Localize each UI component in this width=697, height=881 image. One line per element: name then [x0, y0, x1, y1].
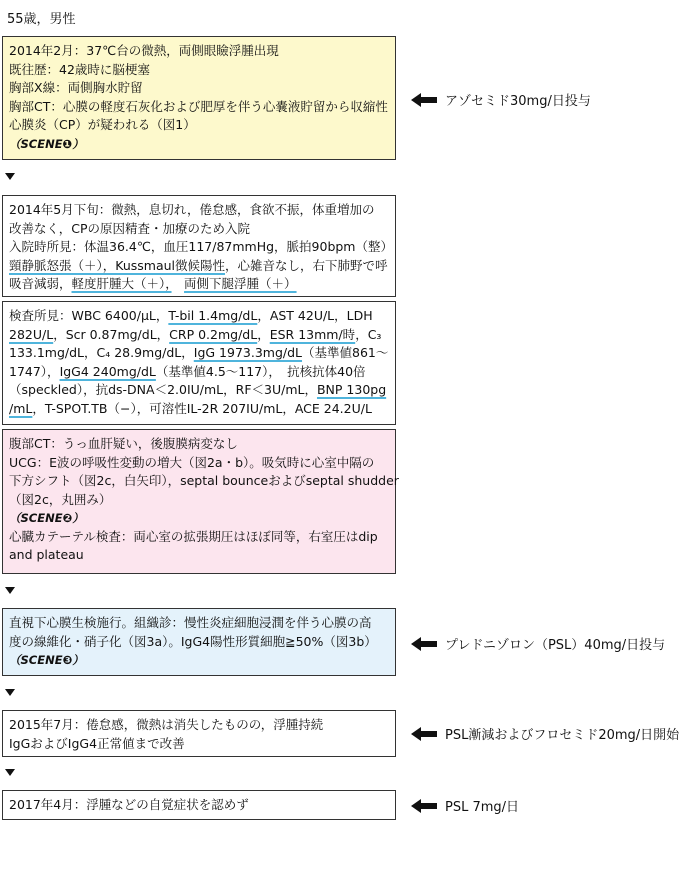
- box-line: 2017年4月：浮腫などの自覚症状を認めず: [9, 797, 249, 812]
- finding-underlined: 軽度肝腫大（＋），: [71, 276, 172, 291]
- biopsy-box: [2, 608, 396, 676]
- lab-text: 1747），: [9, 363, 60, 379]
- box-line: 2015年7月：倦怠感，微熱は消失したものの，浮腫持続: [9, 717, 324, 732]
- scene-marker-1: （SCENE❶）: [9, 136, 84, 151]
- lab-text: （基準値861〜: [302, 345, 389, 360]
- box-line: and plateau: [9, 547, 84, 562]
- treatment-azosemide: [411, 90, 591, 109]
- box-line: [9, 326, 389, 345]
- finding-text: 吸音減弱，: [9, 276, 72, 291]
- lab-text: ，AST 42U/L，LDH: [257, 308, 373, 323]
- timeline-box-may-2014: [2, 195, 396, 297]
- lab-abnormal: CRP 0.2mg/dL: [169, 326, 258, 342]
- box-line: 直視下心膜生検施行。組織診：慢性炎症細胞浸潤を伴う心膜の高: [9, 615, 372, 630]
- box-line: 改善なく，CPの原因精査・加療のため入院: [9, 220, 251, 236]
- left-arrow-icon: [411, 799, 437, 813]
- treatment-label: PSL 7mg/日: [445, 800, 520, 815]
- lab-text: （基準値4.5〜117）， 抗核抗体40倍: [155, 363, 366, 379]
- box-line: UCG：E波の呼吸性変動の増大（図2a・b）。吸気時に心室中隔の: [9, 454, 375, 470]
- treatment-label: プレドニゾロン（PSL）40mg/日投与: [445, 638, 666, 653]
- box-line: [9, 275, 389, 294]
- imaging-box: [2, 429, 399, 574]
- left-arrow-icon: [411, 727, 437, 741]
- box-line: [9, 344, 389, 363]
- box-line: 度の線維化・硝子化（図3a）。IgG4陽性形質細胞≧50%（図3b）: [9, 633, 377, 649]
- box-line: [9, 307, 389, 326]
- treatment-label: PSL漸減およびフロセミド20mg/日開始: [445, 728, 680, 743]
- lab-abnormal: 282U/L: [9, 326, 54, 342]
- lab-abnormal: T-bil 1.4mg/dL: [168, 308, 258, 323]
- timeline-box-jul-2015: [2, 710, 396, 757]
- box-line: 腹部CT：うっ血肝疑い，後腹膜病変なし: [9, 436, 238, 451]
- timeline-box-feb-2014: [2, 36, 396, 160]
- box-line: （図2c，丸囲み）: [9, 491, 112, 507]
- box-line: 心膜炎（CP）が疑われる（図1）: [9, 117, 196, 132]
- down-arrow-icon: [5, 689, 15, 696]
- lab-abnormal: ESR 13mm/時: [269, 326, 356, 342]
- lab-text: ，: [257, 326, 270, 342]
- lab-text: （speckled），抗ds-DNA＜2.0IU/mL，RF＜3U/mL，: [9, 382, 317, 397]
- left-arrow-icon: [411, 93, 437, 107]
- lab-text: 133.1mg/dL，C₄ 28.9mg/dL，: [9, 345, 194, 360]
- scene-marker-3: （SCENE❸）: [9, 653, 84, 667]
- box-line: [9, 257, 389, 276]
- box-line: 胸部X線：両側胸水貯留: [9, 80, 143, 95]
- lab-text: ，T-SPOT.TB（−），可溶性IL-2R 207IU/mL，ACE 24.2U/L: [32, 400, 372, 416]
- lab-text: 検査所見：WBC 6400/μL，: [9, 308, 169, 323]
- box-line: [9, 363, 389, 382]
- timeline-box-apr-2017: [2, 790, 396, 820]
- lab-abnormal: IgG 1973.3mg/dL: [193, 345, 303, 360]
- finding-text: [172, 276, 185, 291]
- box-line: 胸部CT：心膜の軽度石灰化および肥厚を伴う心嚢液貯留から収縮性: [9, 98, 388, 114]
- lab-text: ，Scr 0.87mg/dL，: [53, 326, 170, 342]
- box-line: 下方シフト（図2c，白矢印），septal bounceおよびseptal shudder: [9, 473, 399, 488]
- treatment-psl-7: [411, 796, 519, 815]
- patient-header: 55歳，男性: [7, 12, 76, 27]
- treatment-psl-40: [411, 634, 665, 653]
- down-arrow-icon: [5, 587, 15, 594]
- box-line: 既往歴：42歳時に脳梗塞: [9, 61, 150, 77]
- lab-findings-box: [2, 301, 396, 425]
- finding-text: ，心雑音なし，右下肺野で呼: [225, 257, 388, 273]
- down-arrow-icon: [5, 173, 15, 180]
- lab-abnormal: BNP 130pg: [316, 382, 387, 397]
- box-line: [9, 400, 389, 419]
- lab-text: ，C₃: [355, 326, 382, 342]
- box-line: 入院時所見：体温36.4℃，血圧117/87mmHg，脈拍90bpm（整）: [9, 239, 393, 254]
- left-arrow-icon: [411, 637, 437, 651]
- finding-underlined: 両側下腿浮腫（＋）: [184, 276, 297, 291]
- finding-underlined: 頸静脈怒張（＋），Kussmaul徴候陽性: [9, 257, 226, 273]
- box-line: 2014年5月下旬：微熱，息切れ，倦怠感，食欲不振，体重増加の: [9, 202, 375, 217]
- scene-marker-2: （SCENE❷）: [9, 511, 84, 525]
- box-line: 2014年2月：37℃台の微熱，両側眼瞼浮腫出現: [9, 43, 279, 58]
- down-arrow-icon: [5, 769, 15, 776]
- box-line: 心臓カテーテル検査：両心室の拡張期圧はほぼ同等，右室圧はdip: [9, 528, 378, 544]
- box-line: IgGおよびIgG4正常値まで改善: [9, 735, 185, 751]
- treatment-psl-taper: [411, 724, 679, 743]
- lab-abnormal: /mL: [9, 400, 33, 416]
- treatment-label: アゾセミド30mg/日投与: [445, 94, 591, 109]
- box-line: [9, 381, 389, 400]
- lab-abnormal: IgG4 240mg/dL: [59, 363, 156, 379]
